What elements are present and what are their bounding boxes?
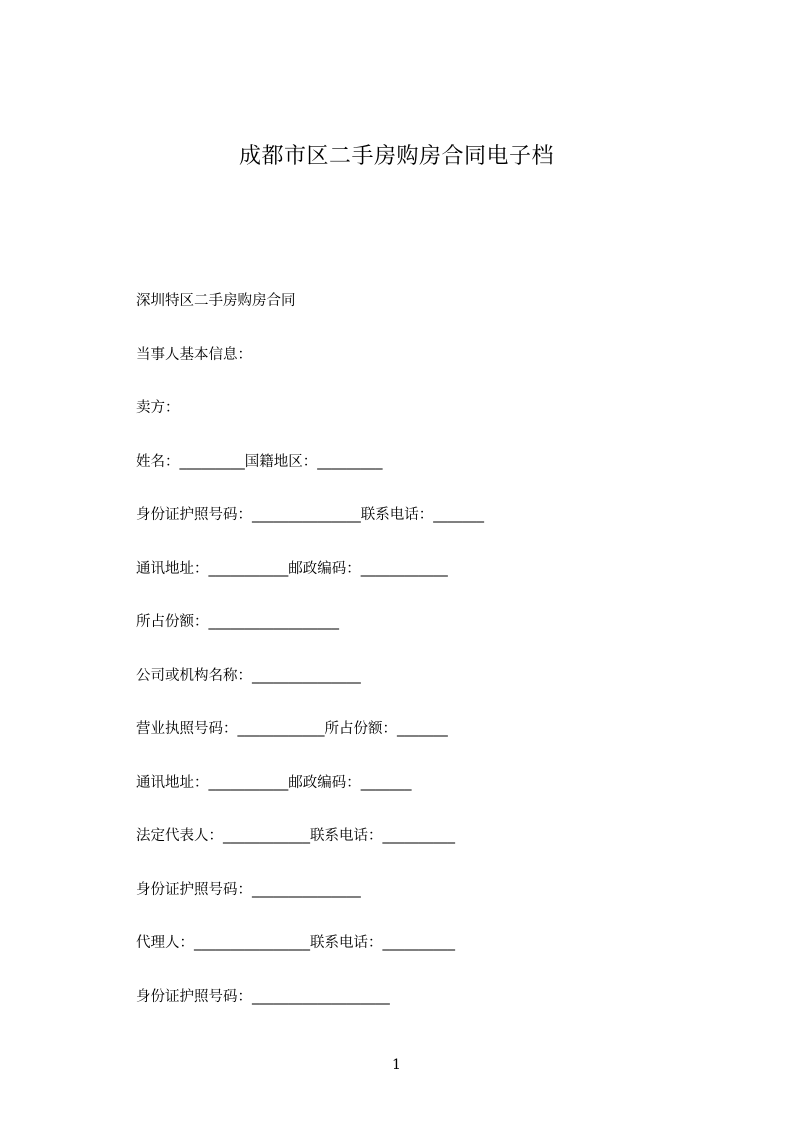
- document-body: [136, 287, 736, 1036]
- contract-subtitle: 深圳特区二手房购房合同: [136, 293, 296, 309]
- agent-id-line: 身份证护照号码：___________________: [136, 988, 390, 1005]
- company-address-postcode-line: 通讯地址：___________邮政编码：_______: [136, 774, 412, 791]
- company-name-line: 公司或机构名称：_______________: [136, 667, 361, 684]
- agent-phone-line: 代理人：________________联系电话：__________: [136, 935, 455, 951]
- parties-info-heading: 当事人基本信息：: [136, 346, 252, 363]
- business-license-share-line: 营业执照号码：____________所占份额：_______: [136, 721, 448, 737]
- page-number: 1: [392, 1057, 401, 1073]
- seller-heading: 卖方：: [136, 400, 180, 416]
- seller-address-postcode-line: 通讯地址：___________邮政编码：____________: [136, 560, 448, 577]
- legal-representative-phone-line: 法定代表人：____________联系电话：__________: [136, 828, 455, 844]
- document-title: 成都市区二手房购房合同电子档: [238, 144, 554, 169]
- seller-share-line: 所占份额：__________________: [136, 614, 339, 630]
- seller-id-phone-line: 身份证护照号码：_______________联系电话：_______: [136, 507, 484, 523]
- seller-name-nationality-line: 姓名：_________国籍地区：_________: [136, 453, 383, 470]
- representative-id-line: 身份证护照号码：_______________: [136, 881, 361, 898]
